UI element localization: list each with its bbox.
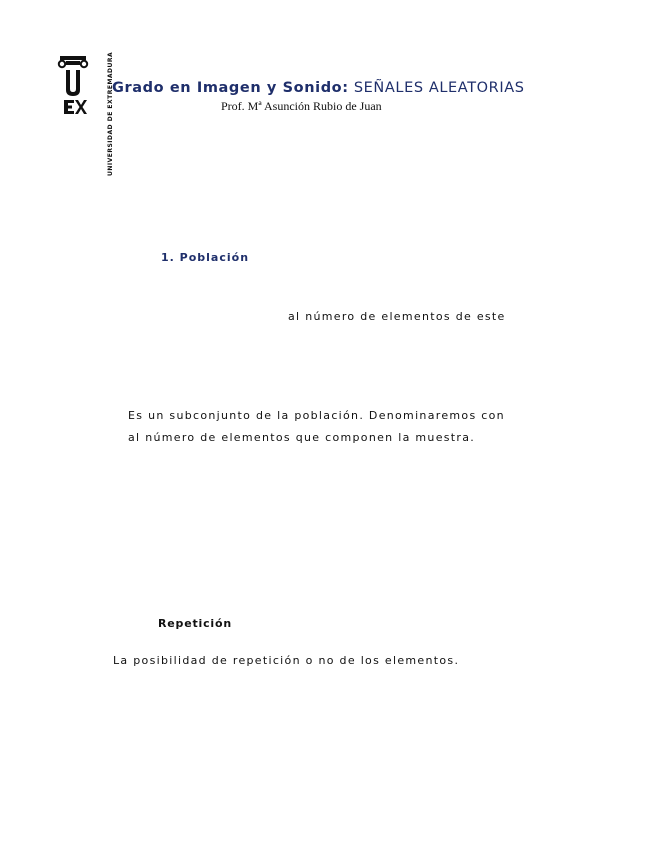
author-line: Prof. Mª Asunción Rubio de Juan — [221, 99, 382, 113]
course-name: Grado en Imagen y Sonido: — [112, 80, 349, 96]
subject-name: SEÑALES ALEATORIAS — [348, 80, 525, 96]
sample-definition-line-2: al número de elementos que componen la muestra. — [128, 431, 476, 444]
repetition-text: La posibilidad de repetición o no de los elementos. — [113, 654, 460, 667]
university-name-vertical: UNIVERSIDAD DE EXTREMADURA — [107, 51, 114, 176]
population-text-fragment: al número de elementos de este — [288, 310, 506, 323]
repetition-title: Repetición — [158, 617, 232, 630]
university-logo — [56, 34, 114, 176]
sample-definition-line-1: Es un subconjunto de la población. Denominaremos con — [128, 409, 505, 422]
uex-column-logo-icon — [56, 34, 96, 144]
section-title-poblacion: 1. Población — [161, 251, 250, 264]
document-header-title — [112, 80, 525, 96]
